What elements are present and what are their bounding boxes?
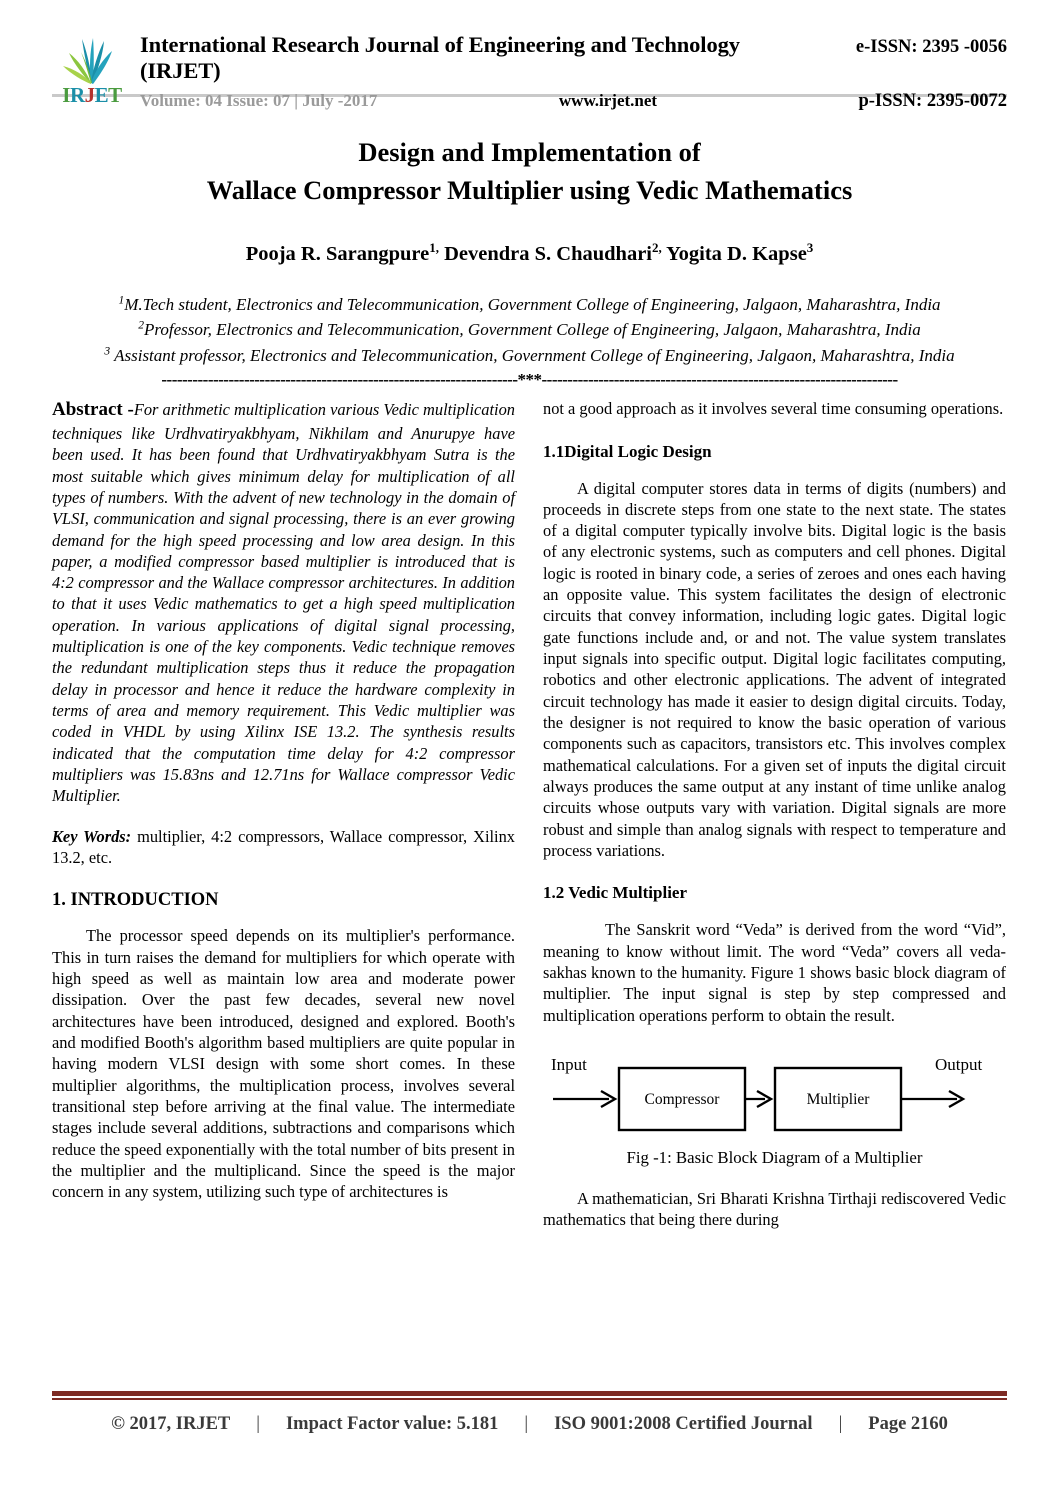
abstract-paragraph: [52, 398, 515, 807]
volume-issue-line: Volume: 04 Issue: 07 | July -2017: [140, 91, 378, 110]
footer-iso-certification: ISO 9001:2008 Certified Journal: [554, 1414, 813, 1434]
author-1-sup: 1,: [429, 239, 439, 255]
journal-website[interactable]: www.irjet.net: [558, 91, 658, 110]
separator-right-dashes: ---------------------------------------------------------------------: [541, 370, 898, 390]
body-columns: [52, 398, 1007, 1231]
leaf-fan-icon: [60, 33, 122, 85]
figure-caption: Fig -1: Basic Block Diagram of a Multiplier: [626, 1148, 923, 1168]
footer-rule-thin: [52, 1398, 1007, 1400]
masthead-text: [140, 32, 1007, 112]
footer-text: [52, 1414, 1007, 1435]
affiliation-2-text: Professor, Electronics and Telecommunication, Government College of Engineering, Jalgaon, Maharashtra, India: [144, 320, 921, 340]
page-title: [52, 133, 1007, 210]
footer-separator-2: |: [524, 1414, 529, 1434]
vedic-multiplier-paragraph: The Sanskrit word “Veda” is derived from the word “Vid”, meaning to know without limit. The word “Veda” covers all veda-sakhas known to the humanity. Figure 1 shows basic block diagram of multiplier. The input signal is step by step compressed and multiplication operations perform to obtain the result.: [543, 920, 1006, 1025]
title-block: [52, 133, 1007, 266]
affiliation-3: [68, 343, 991, 369]
heading-vedic-multiplier: 1.2 Vedic Multiplier: [543, 883, 688, 903]
digital-logic-design-paragraph: A digital computer stores data in terms of digits (numbers) and proceeds in discrete steps from one state to the next state. The states of a digital computer typically involve bits. Digital logic is the basis of any electronic systems, such as computers and cell phones. Digital logic is rooted in binary code, a series of zeroes and ones each having an opposite value. This system facilitates the design of electronic circuits that convey information, including logic gates. Digital logic gate functions include and, or and not. The value system translates input signals into specific output. Digital logic facilitates computing, robotics and other electronic applications. The advent of integrated circuit technology has made it easier to design digital circuits. Today, the designer is not required to know the basic operation of various components such as capacitors, transistors etc. This involves complex mathematical calculations. For a given set of inputs the digital circuit always produces the same output at any instant of time unlike analog circuits whose outputs vary with variation. Digital signals are more robust and simple than analog signals with respect to temperature and process variations.: [543, 478, 1006, 861]
last-paragraph: A mathematician, Sri Bharati Krishna Tirthaji rediscovered Vedic mathematics that being there during: [543, 1189, 1006, 1230]
page-footer: [52, 1391, 1007, 1435]
keywords-label: Key Words:: [52, 826, 132, 846]
footer-separator-1: |: [256, 1414, 260, 1434]
block-diagram: [543, 1052, 1006, 1138]
section-separator: [52, 370, 1007, 390]
affiliations: [52, 292, 1007, 369]
right-column: [543, 398, 1006, 1231]
intro-continued-paragraph: not a good approach as it involves several time consuming operations.: [543, 399, 1004, 419]
title-line-2: Wallace Compressor Multiplier using Vedic Mathematics: [206, 175, 853, 206]
abstract-body: For arithmetic multiplication various Vedic multiplication techniques like Urdhvatiryakbhyam, Nikhilam and Anurupye have been used. It has been found that Urdhvatiryakbhyam Sutra is the most suitable which gives minimum delay for multiplication of all types of numbers. With the advent of new technology in the domain of VLSI, communication and signal processing, there is an ever growing demand for the high speed processing and low area design. In this paper, a modified compressor based multiplier is introduced that is 4:2 compressor and the Wallace compressor architectures. In addition to that it uses Vedic mathematics to get a high speed multiplication operation. In various applications of digital signal processing, multiplication is one of the key components. Vedic technique removes the redundant multiplication steps thus it reduce the propagation delay in processor and hence it reduce the hardware complexity in terms of area and memory requirement. This Vedic multiplier was coded in VHDL by using Xilinx ISE 13.2. The synthesis results indicated that the computation time delay for 4:2 compressor multipliers was 15.83ns and 12.71ns for Wallace compressor Vedic Multiplier.: [52, 400, 515, 806]
author-3: Yogita D. Kapse: [661, 242, 807, 265]
affiliation-1: [68, 292, 991, 318]
footer-copyright: © 2017, IRJET: [111, 1414, 231, 1434]
figure-input-label: Input: [551, 1055, 587, 1075]
eissn: e-ISSN: 2395 -0056: [855, 37, 1007, 57]
figure-output-label: Output: [935, 1055, 983, 1075]
figure-1: [543, 1052, 1006, 1168]
author-1: Pooja R. Sarangpure: [245, 242, 430, 265]
affiliation-3-text: Assistant professor, Electronics and Telecommunication, Government College of Engineering, Jalgaon, Maharashtra, India: [110, 345, 955, 365]
pissn: p-ISSN: 2395-0072: [858, 91, 1007, 111]
left-column: [52, 398, 515, 1231]
figure-block-multiplier: Multiplier: [806, 1091, 870, 1109]
affiliation-2: [68, 317, 991, 343]
heading-introduction: 1. INTRODUCTION: [52, 890, 219, 911]
figure-block-compressor: Compressor: [644, 1091, 720, 1109]
affiliation-3-sup: 3: [104, 345, 111, 358]
footer-page-number: Page 2160: [868, 1414, 948, 1434]
footer-separator-3: |: [838, 1414, 843, 1434]
affiliation-1-sup: 1: [118, 294, 125, 307]
keywords-body: multiplier, 4:2 compressors, Wallace compressor, Xilinx 13.2, etc.: [52, 826, 515, 868]
irjet-wordmark: IRJET: [62, 83, 122, 107]
irjet-logo: [52, 33, 132, 111]
journal-title: International Research Journal of Engineering and Technology (IRJET): [140, 32, 740, 83]
affiliation-2-sup: 2: [138, 319, 145, 332]
author-2-sup: 2,: [652, 239, 662, 255]
separator-left-dashes: ---------------------------------------------------------------------: [161, 370, 518, 390]
separator-stars: ***: [517, 370, 542, 390]
author-3-sup: 3: [806, 239, 814, 255]
intro-paragraph: The processor speed depends on its multiplier's performance. This in turn raises the demand for multipliers for which operate with high speed as well as maintain low area and moderate power dissipation. Over the past few decades, several new novel architectures have been introduced, designed and explored. Booth's and modified Booth's algorithm based multipliers are quite popular in having modern VLSI design with some short comes. In these multiplier algorithms, the multiplication process, involves several transitional step before arriving at the final value. The intermediate stages include several additions, subtractions and comparisons which reduce the speed exponentially with the total number of bits present in the multiplier and the multiplicand. Since the speed is the major concern in any system, utilizing such type of architectures is: [52, 926, 515, 1202]
journal-masthead: [52, 0, 1007, 111]
author-2: Devendra S. Chaudhari: [439, 242, 653, 265]
title-line-1: Design and Implementation of: [358, 137, 701, 167]
abstract-label: Abstract -: [52, 399, 134, 421]
author-list: [52, 240, 1007, 266]
heading-digital-logic-design: 1.1Digital Logic Design: [543, 441, 712, 461]
affiliation-1-text: M.Tech student, Electronics and Telecommunication, Government College of Engineering, Jalgaon, Maharashtra, India: [124, 294, 941, 314]
keywords-paragraph: [52, 826, 515, 869]
footer-impact-factor: Impact Factor value: 5.181: [285, 1414, 499, 1434]
